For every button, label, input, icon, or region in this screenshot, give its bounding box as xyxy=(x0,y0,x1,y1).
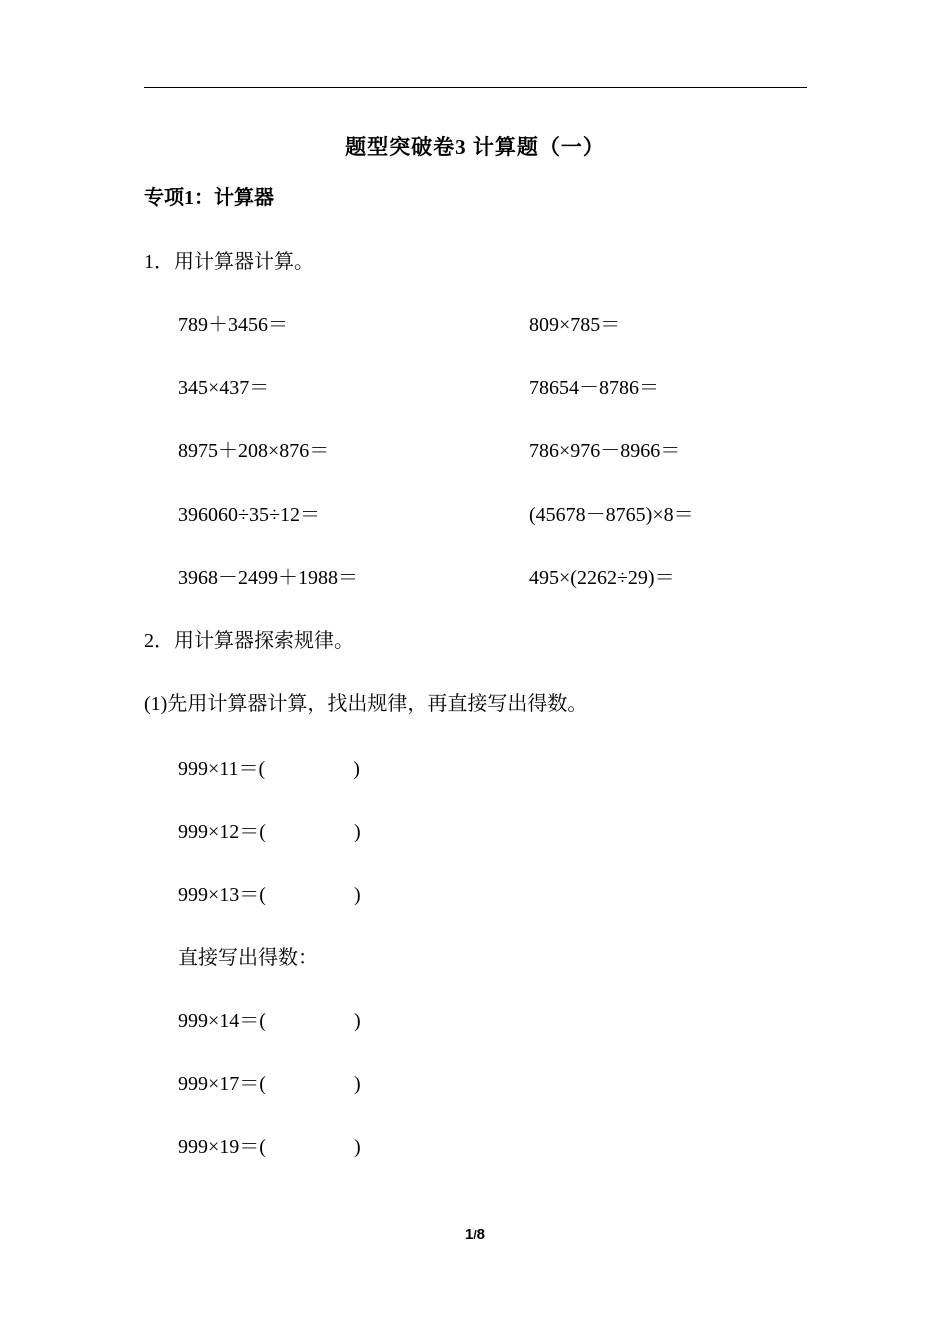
header-rule xyxy=(144,87,807,88)
q2-direct-expression: 999×14＝( xyxy=(178,1010,266,1032)
q1-right-expression: (45678－8765)×8＝ xyxy=(529,504,694,526)
q1-right-expression: 495×(2262÷29)＝ xyxy=(529,567,675,589)
page-separator: / xyxy=(473,1228,477,1242)
q2-calc-row xyxy=(178,881,361,909)
close-paren: ) xyxy=(353,1073,361,1095)
q2-direct-expression: 999×19＝( xyxy=(178,1136,266,1158)
q1-right-expression: 809×785＝ xyxy=(529,314,621,336)
q2-direct-expression: 999×17＝( xyxy=(178,1073,266,1095)
close-paren: ) xyxy=(353,821,361,843)
q1-left-expression: 789＋3456＝ xyxy=(178,314,288,336)
q2-calc-expression: 999×11＝( xyxy=(178,758,266,780)
q1-left-expression: 3968－2499＋1988＝ xyxy=(178,567,358,589)
page-total: 8 xyxy=(476,1226,486,1243)
question-2-sub1: (1)先用计算器计算，找出规律，再直接写出得数。 xyxy=(144,693,588,715)
close-paren: ) xyxy=(353,1010,361,1032)
page-current: 1 xyxy=(464,1226,474,1243)
q2-calc-expression: 999×13＝( xyxy=(178,884,266,906)
section-heading: 专项1：计算器 xyxy=(144,187,274,209)
page-number xyxy=(0,1224,950,1246)
close-paren: ) xyxy=(353,1136,361,1158)
q2-calc-expression: 999×12＝( xyxy=(178,821,266,843)
q1-left-expression: 345×437＝ xyxy=(178,377,270,399)
q2-direct-row xyxy=(178,1133,361,1161)
q2-direct-row xyxy=(178,1007,361,1035)
q2-direct-row xyxy=(178,1070,361,1098)
question-1-prompt: 1．用计算器计算。 xyxy=(144,251,314,273)
q1-right-expression: 786×976－8966＝ xyxy=(529,440,681,462)
question-2-prompt: 2．用计算器探索规律。 xyxy=(144,630,354,652)
q1-left-expression: 8975＋208×876＝ xyxy=(178,440,330,462)
q2-calc-row xyxy=(178,755,360,783)
close-paren: ) xyxy=(353,758,360,780)
q2-calc-row xyxy=(178,818,361,846)
direct-write-label: 直接写出得数： xyxy=(178,947,318,969)
q1-left-expression: 396060÷35÷12＝ xyxy=(178,504,320,526)
close-paren: ) xyxy=(353,884,361,906)
q1-right-expression: 78654－8786＝ xyxy=(529,377,659,399)
page-title: 题型突破卷3 计算题（一） xyxy=(345,135,605,159)
